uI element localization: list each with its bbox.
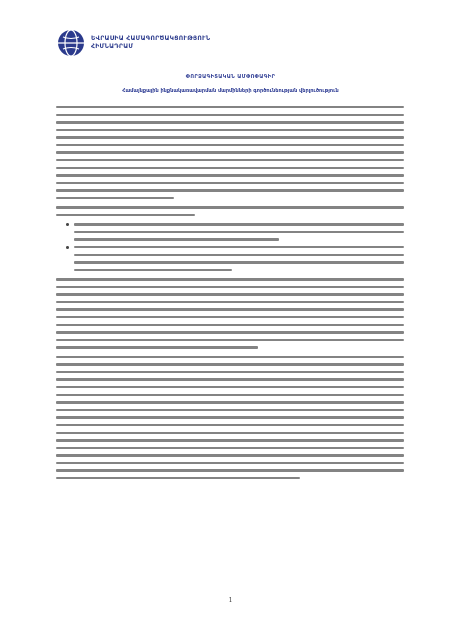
text-line <box>56 316 404 318</box>
text-line <box>56 182 404 184</box>
text-line <box>74 231 404 233</box>
text-line <box>56 346 258 348</box>
text-line <box>56 439 404 441</box>
text-line <box>56 331 404 333</box>
text-line <box>56 394 404 396</box>
page-number: 1 <box>228 597 233 604</box>
text-line <box>56 214 195 216</box>
document-body <box>56 106 404 486</box>
logo-line-1: ԵՎՐԱՍԻԱ ՀԱՄԱԳՈՐԾԱԿՑՈՒԹՅՈՒՆ <box>91 35 211 42</box>
text-line <box>56 286 404 288</box>
text-line <box>74 261 404 263</box>
logo-line-2: ՀԻՄՆԱԴՐԱՄ <box>91 43 134 50</box>
text-line <box>74 246 404 248</box>
text-line <box>56 293 404 295</box>
text-line <box>56 401 404 403</box>
document-title: ՓՈՐՁԱԳԻՏԱԿԱՆ ԱՄՓՈՓԱԳԻՐ <box>185 74 276 80</box>
text-line <box>56 432 404 434</box>
text-line <box>56 159 404 161</box>
logo-wordmark <box>91 35 210 51</box>
text-line <box>56 144 404 146</box>
text-line <box>56 363 404 365</box>
text-line <box>56 121 404 123</box>
text-line <box>56 477 300 479</box>
text-line <box>56 151 404 153</box>
paragraph <box>56 356 404 480</box>
text-line <box>56 339 404 341</box>
text-line <box>56 386 404 388</box>
organization-logo <box>57 27 211 59</box>
text-line <box>56 308 404 310</box>
text-line <box>56 136 404 138</box>
text-line <box>56 129 404 131</box>
text-line <box>56 189 404 191</box>
paragraph <box>56 106 404 199</box>
text-line <box>56 356 404 358</box>
text-line <box>56 114 404 116</box>
text-line <box>56 416 404 418</box>
text-line <box>56 447 404 449</box>
text-line <box>56 206 404 208</box>
text-line <box>56 301 404 303</box>
document-subtitle: Համայնքային ինքնակառավարման մարմինների գործունեության վերլուծություն <box>122 88 339 94</box>
text-line <box>56 462 404 464</box>
text-line <box>56 371 404 373</box>
text-line <box>56 174 404 176</box>
text-line <box>56 197 174 199</box>
paragraph <box>56 206 404 216</box>
globe-logo-icon <box>57 29 85 57</box>
text-line <box>74 223 404 225</box>
text-line <box>56 409 404 411</box>
list-item <box>66 223 404 241</box>
text-line <box>56 378 404 380</box>
list-item <box>66 246 404 271</box>
text-line <box>56 469 404 471</box>
text-line <box>74 238 279 240</box>
text-line <box>56 454 404 456</box>
text-line <box>74 254 404 256</box>
text-line <box>56 278 404 280</box>
text-line <box>56 167 404 169</box>
text-line <box>56 424 404 426</box>
paragraph <box>56 278 404 349</box>
text-line <box>56 324 404 326</box>
bullet-list <box>56 223 404 271</box>
text-line <box>74 269 232 271</box>
text-line <box>56 106 404 108</box>
